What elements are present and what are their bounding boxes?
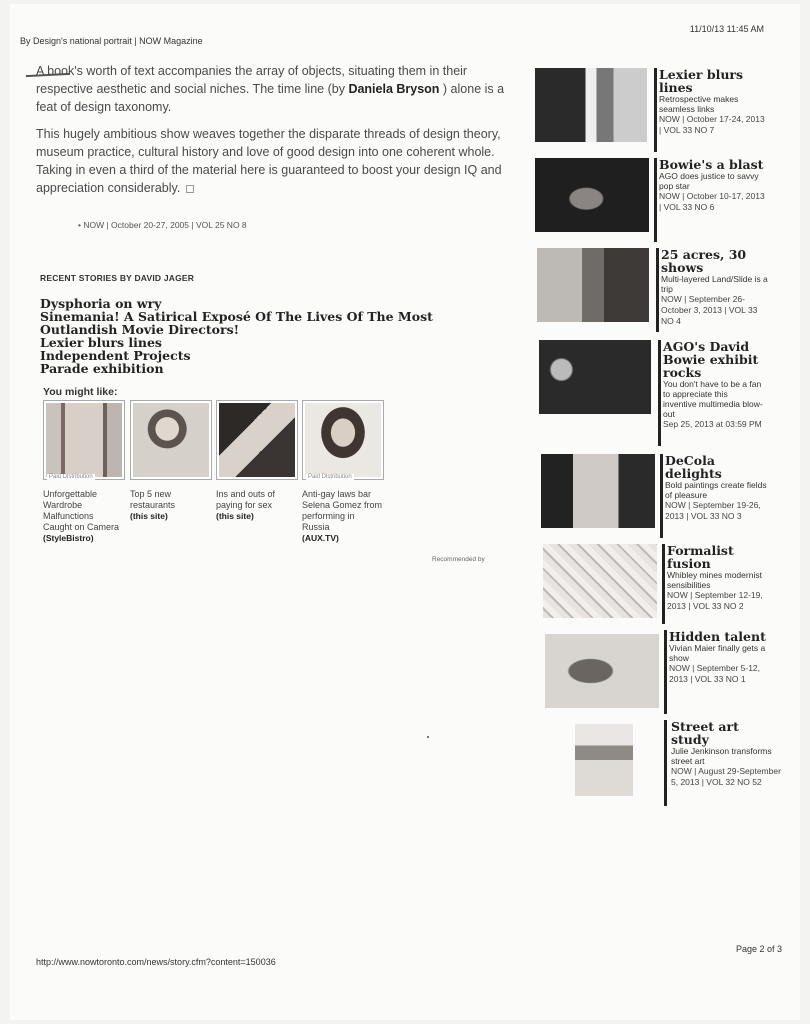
story-thumbnail[interactable] [541,454,655,528]
article-byline: • NOW | October 20-27, 2005 | VOL 25 NO 8 [78,220,247,230]
divider-bar [658,340,661,446]
sidebar-story-meta: NOW | September 26-October 3, 2013 | VOL 33 NO 4 [661,294,758,326]
recent-story-link[interactable]: Dysphoria on wry [40,296,162,311]
paragraph-text: ) alone is a feat of design taxonomy. [36,82,505,114]
divider-bar [654,158,657,242]
sidebar-story-desc: AGO does justice to savvy pop star [659,171,759,191]
story-thumbnail[interactable] [575,724,633,796]
paragraph-text: This hugely ambitious show weaves together the disparate threads of design theory, museum practice, cultural history and love of good design into one coherent whole. Taking in even a third of the material here is guaranteed to boost your design IQ and appreciation considerably. [36,127,502,195]
recommendation-source: (this site) [130,511,168,521]
divider-bar [656,248,659,332]
recommendation-card[interactable] [302,400,384,543]
paragraph-text: A book's worth of text accompanies the array of objects, situating them in their respective aesthetic and social niches. The time line (by [36,64,468,96]
recent-story-link[interactable]: Parade exhibition [40,361,164,376]
recommendation-card[interactable] [130,400,212,521]
story-thumbnail[interactable] [543,544,657,618]
divider-bar [654,68,657,152]
recommendation-source: (StyleBistro) [43,533,94,543]
story-thumbnail[interactable] [535,68,647,142]
divider-bar [660,454,663,538]
sidebar-story-title[interactable]: AGO's David Bowie exhibit rocks [663,339,759,380]
divider-bar [664,720,667,806]
recommendation-title[interactable]: Unforgettable Wardrobe Malfunctions Caught on Camera [43,489,120,532]
recommendation-card[interactable] [43,400,125,543]
recommendation-thumbnail[interactable] [216,400,298,480]
sidebar-story-desc: Vivian Maier finally gets a show [669,643,766,663]
end-of-story-icon [186,185,194,193]
sidebar-story-desc: Bold paintings create fields of pleasure [665,480,767,500]
recommended-by-label[interactable]: Recommended by [432,556,485,563]
sidebar-story-desc: Multi-layered Land/Slide is a trip [661,274,768,294]
page-number: Page 2 of 3 [735,944,782,954]
sidebar-story-title[interactable]: 25 acres, 30 shows [661,247,747,275]
recommendation-thumbnail[interactable] [43,400,125,480]
sidebar-story-desc: Retrospective makes seamless links [659,94,739,114]
sidebar-story-meta: Sep 25, 2013 at 03:59 PM [663,419,762,429]
article-paragraph-2 [36,125,516,197]
recent-stories-list [40,297,510,375]
sidebar-story-title[interactable]: Lexier blurs lines [659,67,744,95]
print-header-title: By Design's national portrait | NOW Magazine [20,36,203,46]
recommendation-source: (AUX.TV) [302,533,339,543]
sidebar-story-meta: NOW | September 12-19, 2013 | VOL 33 NO 2 [667,590,763,611]
article-paragraph-1 [36,62,516,116]
print-header-datetime: 11/10/13 11:45 AM [689,24,764,34]
sidebar-story-desc: Whibley mines modernist sensibilities [667,570,762,590]
author-name-link[interactable]: Daniela Bryson [348,82,440,96]
story-thumbnail[interactable] [537,248,649,322]
recommendation-title[interactable]: Top 5 new restaurants [130,489,176,510]
story-thumbnail[interactable] [545,634,659,708]
sidebar-story-meta: NOW | September 5-12, 2013 | VOL 33 NO 1 [669,663,761,684]
you-might-like-heading: You might like: [43,386,118,398]
paid-distribution-badge: Paid Distribution [308,474,352,480]
recent-story-link[interactable]: Independent Projects [40,348,191,363]
sidebar-story-desc: Julie Jenkinson transforms street art [671,746,772,766]
story-thumbnail[interactable] [539,340,651,414]
divider-bar [662,544,665,624]
recommendation-card[interactable] [216,400,298,521]
recommendation-thumbnail[interactable] [302,400,384,480]
divider-bar [664,630,667,714]
recent-story-link[interactable]: Lexier blurs lines [40,335,162,350]
paid-distribution-badge: Paid Distribution [49,474,93,480]
recommendation-thumbnail[interactable] [130,400,212,480]
sidebar-story-title[interactable]: Formalist fusion [667,543,734,571]
recommendation-source: (this site) [216,511,254,521]
sidebar-story-meta: NOW | September 19-26, 2013 | VOL 33 NO 3 [665,500,761,521]
sidebar-story-meta: NOW | August 29-September 5, 2013 | VOL 32 NO 52 [671,766,781,787]
recent-story-link[interactable]: Sinemania! A Satirical Exposé Of The Lives Of The Most Outlandish Movie Directors! [40,309,433,337]
sidebar-story-title[interactable]: Street art study [671,719,739,747]
recommendation-title[interactable]: Anti-gay laws bar Selena Gomez from performing in Russia [302,489,383,532]
sidebar-story-title[interactable]: Hidden talent [669,629,766,644]
sidebar-story-title[interactable]: Bowie's a blast [659,157,764,172]
sidebar-story-title[interactable]: DeCola delights [665,453,722,481]
print-footer-url: http://www.nowtoronto.com/news/story.cfm?content=150036 [36,957,276,967]
sidebar-story-desc: You don't have to be a fan to appreciate this inventive multimedia blow-out [663,379,763,419]
story-thumbnail[interactable] [535,158,649,232]
recent-stories-heading: RECENT STORIES BY DAVID JAGER [40,273,195,283]
sidebar-story-meta: NOW | October 17-24, 2013 | VOL 33 NO 7 [659,114,765,135]
scan-speck [427,736,429,738]
sidebar-story-meta: NOW | October 10-17, 2013 | VOL 33 NO 6 [659,191,765,212]
recommendation-title[interactable]: Ins and outs of paying for sex [216,489,276,510]
